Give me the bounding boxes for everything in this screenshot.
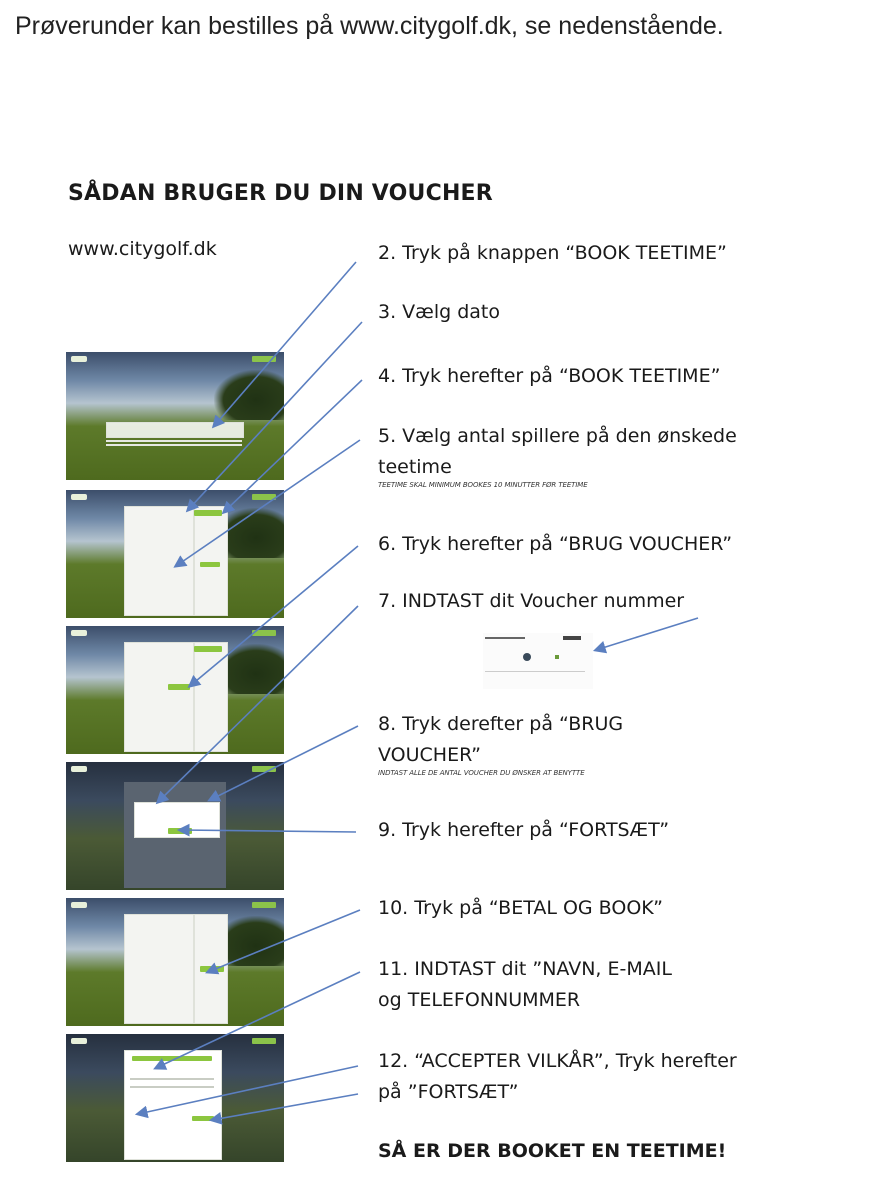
step-12: 12. “ACCEPTER VILKÅR”, Tryk herefter på ”FORTSÆT” — [378, 1050, 737, 1103]
intro-text: Prøverunder kan bestilles på www.citygolf.dk, se nedenstående. — [15, 12, 724, 40]
step-9: 9. Tryk herefter på “FORTSÆT” — [378, 819, 670, 841]
step-7: 7. INDTAST dit Voucher nummer — [378, 590, 685, 612]
step-5: 5. Vælg antal spillere på den ønskede teetime TEETIME SKAL MINIMUM BOOKES 10 MINUTTER FØR TEETIME — [378, 425, 737, 489]
screenshot-details — [66, 1034, 284, 1162]
final-message: SÅ ER DER BOOKET EN TEETIME! — [378, 1140, 727, 1162]
step-8: 8. Tryk derefter på “BRUG VOUCHER” INDTAST ALLE DE ANTAL VOUCHER DU ØNSKER AT BENYTTE — [378, 713, 624, 777]
voucher-form-thumbnail — [483, 633, 593, 689]
step-10: 10. Tryk på “BETAL OG BOOK” — [378, 897, 664, 919]
step-8-note: INDTAST ALLE DE ANTAL VOUCHER DU ØNSKER AT BENYTTE — [378, 769, 585, 777]
screenshot-date — [66, 490, 284, 618]
arrow-step-7b — [596, 618, 698, 650]
step-6: 6. Tryk herefter på “BRUG VOUCHER” — [378, 533, 733, 555]
screenshot-home — [66, 352, 284, 480]
step-3: 3. Vælg dato — [378, 301, 500, 323]
guide-title: SÅDAN BRUGER DU DIN VOUCHER — [68, 181, 493, 206]
step-11: 11. INDTAST dit ”NAVN, E-MAIL og TELEFONNUMMER — [378, 958, 672, 1011]
step-2: 2. Tryk på knappen “BOOK TEETIME” — [378, 242, 727, 264]
screenshot-players — [66, 626, 284, 754]
site-url: www.citygolf.dk — [68, 238, 217, 260]
screenshot-voucher — [66, 762, 284, 890]
step-4: 4. Tryk herefter på “BOOK TEETIME” — [378, 365, 721, 387]
screenshot-pay — [66, 898, 284, 1026]
step-5-note: TEETIME SKAL MINIMUM BOOKES 10 MINUTTER FØR TEETIME — [378, 481, 588, 489]
